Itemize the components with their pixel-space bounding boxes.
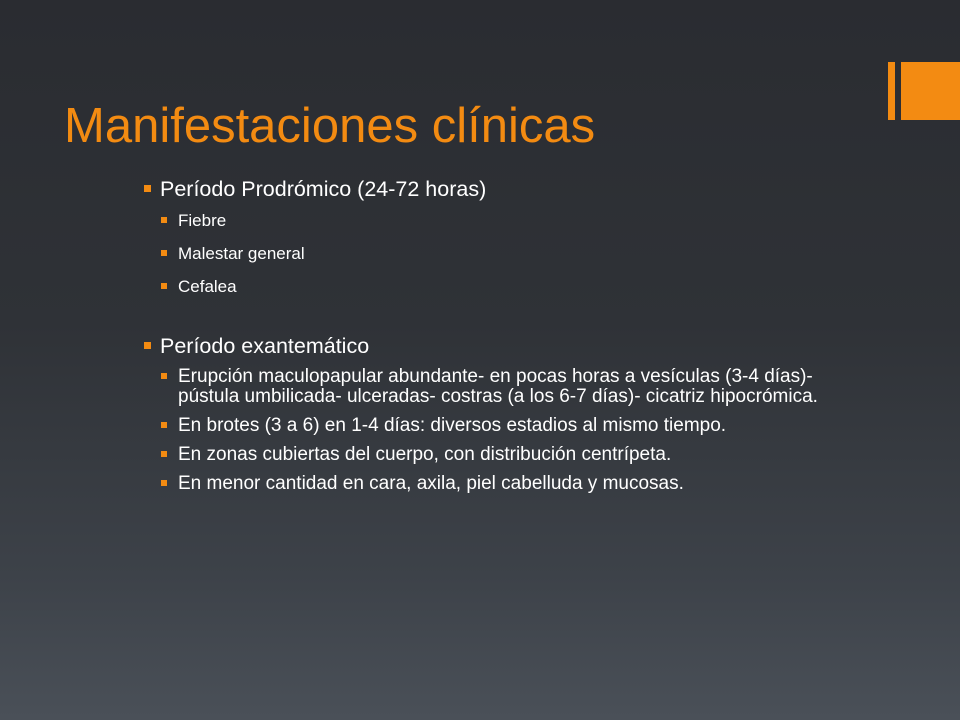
list-item-text: Cefalea [178,277,237,296]
accent-block [901,62,960,120]
square-bullet-icon [161,451,167,457]
list-item-text: Fiebre [178,211,227,230]
list-item-text: En zonas cubiertas del cuerpo, con distribución centrípeta. [178,444,672,465]
list-item [144,474,856,494]
list-item [144,416,856,436]
square-bullet-icon [161,480,167,486]
square-bullet-icon [161,283,167,289]
list-item [144,445,856,465]
list-item [144,244,856,264]
square-bullet-icon [144,342,151,349]
bullet-list [144,176,856,494]
list-item-text: En menor cantidad en cara, axila, piel cabelluda y mucosas. [178,473,684,494]
square-bullet-icon [161,250,167,256]
list-item [144,277,856,297]
square-bullet-icon [144,185,151,192]
accent-bar [888,62,895,120]
list-item-text: Erupción maculopapular abundante- en pocas horas a vesículas (3-4 días)- pústula umbilicada- ulceradas- costras (a los 6-7 días)- cicatriz hipocrómica. [178,366,818,407]
section-heading-text: Período exantemático [160,334,370,358]
slide-title: Manifestaciones clínicas [64,99,596,153]
section-heading-exantematico [144,333,856,359]
square-bullet-icon [161,422,167,428]
section-heading-prodromico [144,176,856,202]
list-item-text: En brotes (3 a 6) en 1-4 días: diversos estadios al mismo tiempo. [178,415,727,436]
square-bullet-icon [161,217,167,223]
square-bullet-icon [161,373,167,379]
list-item-text: Malestar general [178,244,305,263]
section-heading-text: Período Prodrómico (24-72 horas) [160,177,487,201]
list-item [144,367,856,407]
list-item [144,211,856,231]
